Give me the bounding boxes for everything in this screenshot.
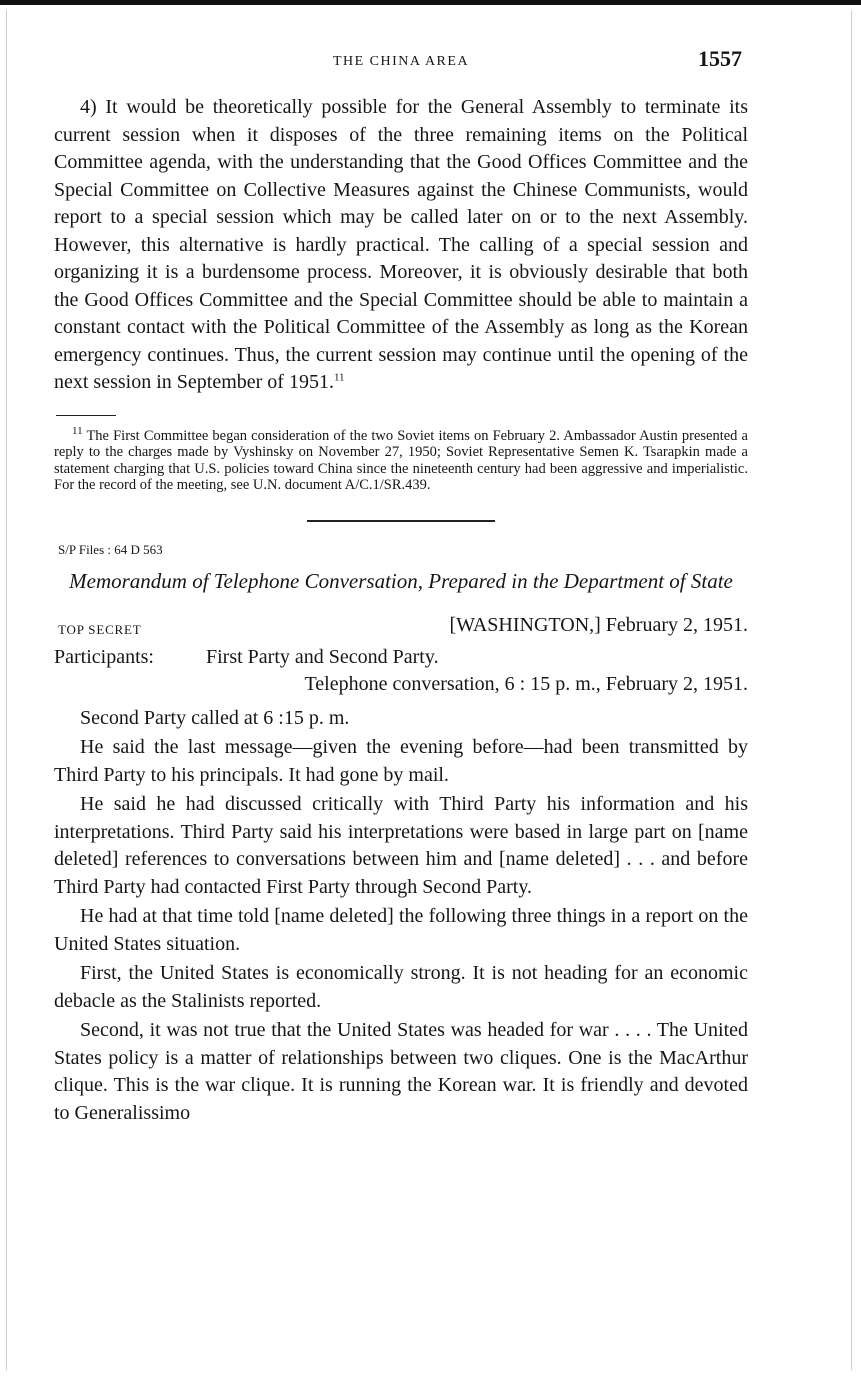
memo-paragraph: Second Party called at 6 :15 p. m. bbox=[80, 706, 350, 729]
memo-paragraph: He said the last message—given the evening before—had been transmitted by Third Party to his principals. It had gone by mail. bbox=[54, 736, 748, 786]
classification-label: TOP SECRET bbox=[58, 621, 142, 637]
file-reference: S/P Files : 64 D 563 bbox=[58, 541, 163, 557]
section-separator-rule bbox=[307, 520, 495, 522]
left-page-edge bbox=[6, 10, 7, 1370]
memo-paragraph: He said he had discussed critically with Third Party his information and his interpretations. Third Party said his interpretations were based in large part on [name deleted] references to conversations between him and [name deleted] . . . and before Third Party had contacted First Party through Second Party. bbox=[54, 793, 748, 898]
telephone-line: Telephone conversation, 6 : 15 p. m., February 2, 1951. bbox=[304, 673, 748, 695]
footnote-reference: 11 bbox=[333, 371, 345, 384]
paragraph-4-text: 4) It would be theoretically possible for the General Assembly to terminate its current session when it disposes of the three remaining items on the Political Committee agenda, with the understanding that the Good Offices Committee and the Special Committee on Collective Measures against the Chinese Communists, would report to a special session which may be called later on or to the next Assembly. However, this alternative is hardly practical. The calling of a special session and organizing it is a burdensome process. Moreover, it is obviously desirable that both the Good Offices Committee and the Special Committee should be able to maintain a constant contact with the Political Committee of the Assembly as long as the Korean emergency continues. Thus, the current session may continue until the opening of the next session in September of 1951. bbox=[54, 96, 748, 393]
page-content bbox=[54, 44, 748, 1129]
running-title: THE CHINA AREA bbox=[332, 54, 470, 69]
right-page-edge bbox=[851, 10, 852, 1370]
participants-label: Participants: bbox=[54, 645, 154, 668]
dateline bbox=[54, 614, 748, 644]
participants-value-block bbox=[206, 644, 748, 699]
footnote bbox=[54, 424, 748, 494]
footnote-rule bbox=[56, 415, 116, 416]
participants-value: First Party and Second Party. bbox=[206, 645, 439, 668]
memo-paragraph: Second, it was not true that the United States was headed for war . . . . The United States policy is a matter of relationships between two cliques. One is the MacArthur clique. This is the war clique. It is running the Korean war. It is friendly and devoted to Generalissimo bbox=[54, 1019, 748, 1124]
document-date: [WASHINGTON,] February 2, 1951. bbox=[449, 613, 748, 636]
footnote-text: The First Committee began consideration of the two Soviet items on February 2. Ambassador Austin presented a reply to the charges made by Vyshinsky on November 27, 1950; Soviet Representative Semen K. Tsarapkin made a statement charging that U.S. policies toward China since the nineteenth century had been aggressive and imperialistic. For the record of the meeting, see U.N. document A/C.1/SR.439. bbox=[54, 427, 748, 493]
running-head bbox=[54, 44, 748, 78]
memo-paragraph: First, the United States is economically strong. It is not heading for an economic debacle as the Stalinists reported. bbox=[54, 962, 748, 1012]
paragraph-4 bbox=[54, 94, 748, 397]
memo-body bbox=[54, 705, 748, 1128]
top-border-rule bbox=[0, 0, 861, 5]
participants-block bbox=[54, 644, 748, 699]
memo-paragraph: He had at that time told [name deleted] the following three things in a report on the United States situation. bbox=[54, 905, 748, 955]
page-number: 1557 bbox=[698, 46, 742, 71]
document-title: Memorandum of Telephone Conversation, Prepared in the Department of State bbox=[69, 568, 733, 593]
footnote-marker: 11 bbox=[72, 424, 83, 437]
